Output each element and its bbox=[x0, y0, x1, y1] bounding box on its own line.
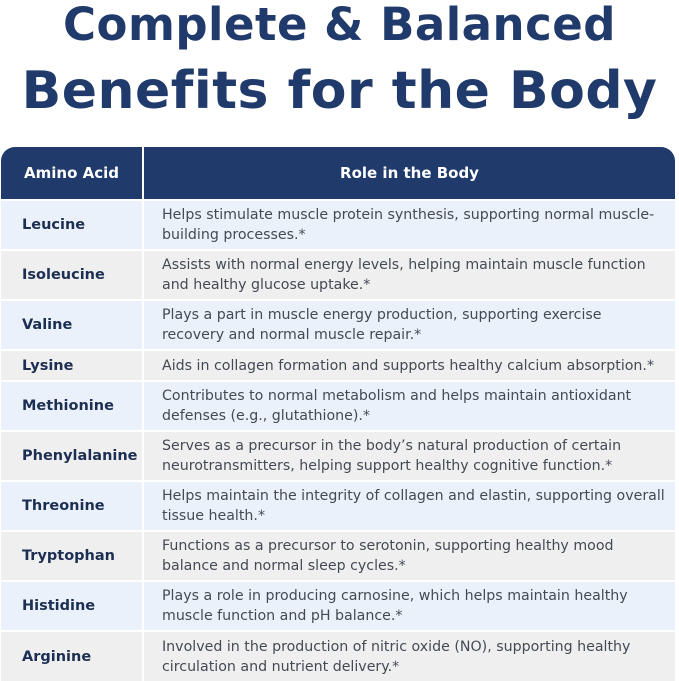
amino-acid-role: Plays a role in producing carnosine, which helps maintain healthy muscle function and pH balance.* bbox=[162, 588, 628, 624]
amino-acid-role: Functions as a precursor to serotonin, supporting healthy mood balance and normal sleep cycles.* bbox=[162, 538, 614, 574]
amino-acid-name: Isoleucine bbox=[22, 267, 105, 283]
cell-divider bbox=[142, 251, 144, 299]
cell-divider bbox=[142, 632, 144, 681]
table-row bbox=[1, 199, 675, 249]
cell-divider bbox=[142, 532, 144, 580]
amino-acid-name: Methionine bbox=[22, 398, 114, 414]
table-row bbox=[1, 380, 675, 430]
table-row bbox=[1, 299, 675, 349]
amino-acid-name: Arginine bbox=[22, 648, 92, 665]
cell-divider bbox=[142, 382, 144, 430]
amino-acid-role: Helps stimulate muscle protein synthesis, supporting normal muscle-building processes.* bbox=[162, 207, 655, 243]
amino-acid-name: Histidine bbox=[22, 598, 96, 614]
amino-acid-role: Serves as a precursor in the body’s natural production of certain neurotransmitters, helping support healthy cognitive function.* bbox=[162, 438, 622, 474]
amino-acid-name: Threonine bbox=[22, 498, 105, 514]
amino-acid-table bbox=[1, 147, 675, 681]
cell-divider bbox=[142, 301, 144, 349]
cell-divider bbox=[142, 201, 144, 249]
amino-acid-role: Helps maintain the integrity of collagen and elastin, supporting overall tissue health.* bbox=[162, 488, 665, 524]
amino-acid-role: Plays a part in muscle energy production, supporting exercise recovery and normal muscle repair.* bbox=[162, 307, 602, 343]
amino-acid-role: Assists with normal energy levels, helping maintain muscle function and healthy glucose uptake.* bbox=[162, 257, 646, 293]
table-row bbox=[1, 480, 675, 530]
amino-acid-name: Leucine bbox=[22, 217, 86, 233]
table-row bbox=[1, 530, 675, 580]
table-row bbox=[1, 430, 675, 480]
cell-divider bbox=[142, 351, 144, 380]
table-row bbox=[1, 630, 675, 681]
page-title-line-2: Benefits for the Body bbox=[21, 61, 658, 121]
cell-divider bbox=[142, 432, 144, 480]
table-header bbox=[1, 147, 675, 199]
table-row bbox=[1, 580, 675, 630]
amino-acid-role: Involved in the production of nitric oxide (NO), supporting healthy circulation and nutrient delivery.* bbox=[162, 638, 631, 675]
table-row bbox=[1, 349, 675, 380]
amino-acid-name: Valine bbox=[22, 317, 73, 333]
amino-acid-name: Phenylalanine bbox=[22, 448, 138, 464]
amino-acid-name: Tryptophan bbox=[22, 548, 115, 564]
column-header-amino-acid: Amino Acid bbox=[24, 164, 119, 182]
amino-acid-name: Lysine bbox=[22, 357, 74, 374]
amino-acid-role: Contributes to normal metabolism and helps maintain antioxidant defenses (e.g., glutathione).* bbox=[162, 388, 632, 424]
cell-divider bbox=[142, 482, 144, 530]
column-header-role: Role in the Body bbox=[340, 164, 479, 182]
cell-divider bbox=[142, 582, 144, 630]
amino-acid-role: Aids in collagen formation and supports healthy calcium absorption.* bbox=[162, 357, 655, 374]
table-row bbox=[1, 249, 675, 299]
page-title-line-1: Complete & Balanced bbox=[63, 0, 616, 51]
